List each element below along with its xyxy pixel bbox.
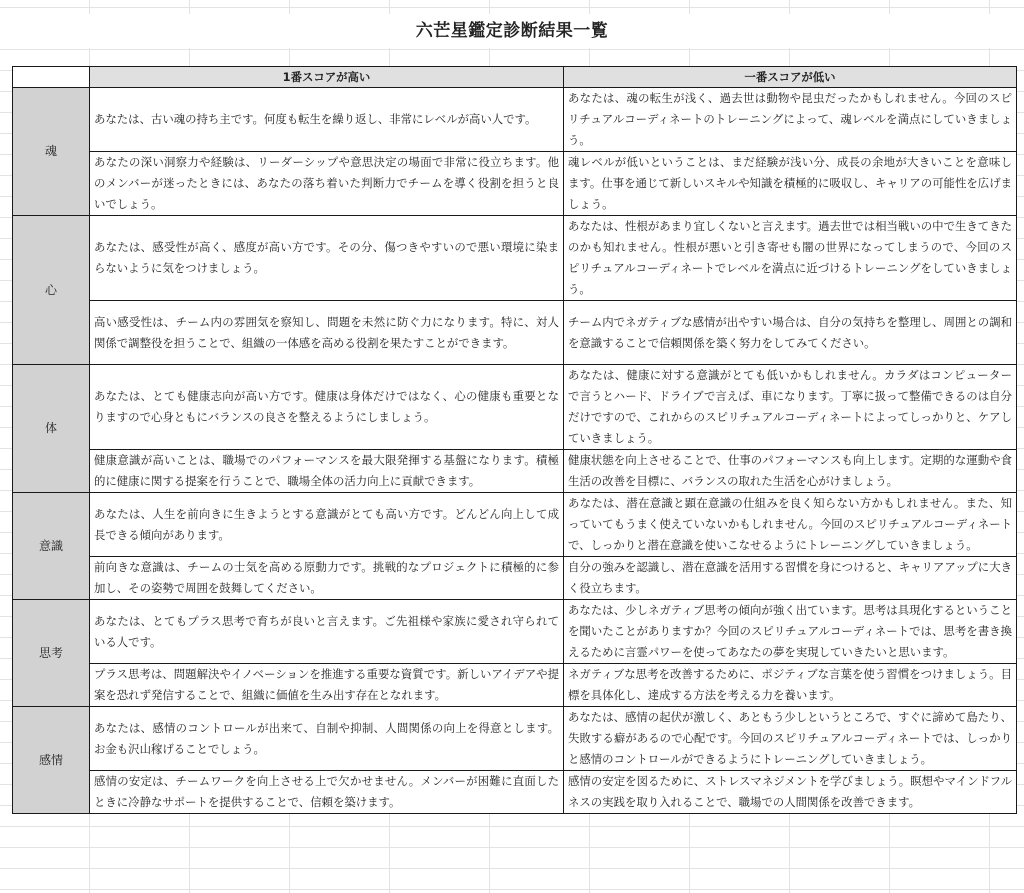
diagnosis-high-cell[interactable]: あなたは、人生を前向きに生きようとする意識がとても高い方です。どんどん向上して成長できる傾向があります。 bbox=[90, 493, 564, 557]
results-table bbox=[12, 66, 1017, 814]
header-high-score[interactable]: 1番スコアが高い bbox=[90, 67, 564, 88]
advice-high-cell[interactable]: 高い感受性は、チーム内の雰囲気を察知し、問題を未然に防ぐ力になります。特に、対人関係で調整役を担うことで、組織の一体感を高める役割を果たすことができます。 bbox=[90, 301, 564, 365]
table-row bbox=[13, 365, 1017, 450]
advice-low-cell[interactable]: ネガティブな思考を改善するために、ポジティブな言葉を使う習慣をつけましょう。目標を具体化し、達成する方法を考える力を養います。 bbox=[564, 664, 1017, 707]
advice-low-cell[interactable]: 健康状態を向上させることで、仕事のパフォーマンスも向上します。定期的な運動や食生活の改善を目標に、バランスの取れた生活を心がけましょう。 bbox=[564, 450, 1017, 493]
table-row bbox=[13, 493, 1017, 557]
diagnosis-low-cell[interactable]: あなたは、少しネガティブ思考の傾向が強く出ています。思考は具現化するということを聞いたことがありますか？今回のスピリチュアルコーディネートでは、思考を書き換えるために言霊パワーを使ってあなたの夢を実現していきたいと思います。 bbox=[564, 600, 1017, 664]
advice-low-cell[interactable]: 自分の強みを認識し、潜在意識を活用する習慣を身につけると、キャリアアップに大きく役立ちます。 bbox=[564, 557, 1017, 600]
diagnosis-low-cell[interactable]: あなたは、健康に対する意識がとても低いかもしれません。カラダはコンピューターで言うとハード、ドライブで言えば、車になります。丁寧に扱って整備できるのは自分だけですので、これからのスピリチュアルコーディネートによってしっかりと、ケアしていきましょう。 bbox=[564, 365, 1017, 450]
category-cell[interactable]: 意識 bbox=[13, 493, 90, 600]
category-cell[interactable]: 感情 bbox=[13, 707, 90, 814]
advice-low-cell[interactable]: 魂レベルが低いということは、まだ経験が浅い分、成長の余地が大きいことを意味します。仕事を通じて新しいスキルや知識を積極的に吸収し、キャリアの可能性を広げましょう。 bbox=[564, 152, 1017, 216]
advice-low-cell[interactable]: チーム内でネガティブな感情が出やすい場合は、自分の気持ちを整理し、周囲との調和を意識することで信頼関係を築く努力をしてみてください。 bbox=[564, 301, 1017, 365]
category-cell[interactable]: 思考 bbox=[13, 600, 90, 707]
page-title: 六芒星鑑定診断結果一覧 bbox=[0, 14, 1024, 48]
advice-low-cell[interactable]: 感情の安定を図るために、ストレスマネジメントを学びましょう。瞑想やマインドフルネスの実践を取り入れることで、職場での人間関係を改善できます。 bbox=[564, 771, 1017, 814]
diagnosis-high-cell[interactable]: あなたは、古い魂の持ち主です。何度も転生を繰り返し、非常にレベルが高い人です。 bbox=[90, 88, 564, 152]
category-cell[interactable]: 心 bbox=[13, 216, 90, 365]
diagnosis-high-cell[interactable]: あなたは、感情のコントロールが出来て、自制や抑制、人間関係の向上を得意とします。お金も沢山稼げることでしょう。 bbox=[90, 707, 564, 771]
table-row bbox=[13, 216, 1017, 301]
category-cell[interactable]: 体 bbox=[13, 365, 90, 493]
table-row bbox=[13, 301, 1017, 365]
table-row bbox=[13, 450, 1017, 493]
diagnosis-high-cell[interactable]: あなたは、とてもプラス思考で育ちが良いと言えます。ご先祖様や家族に愛され守られている人です。 bbox=[90, 600, 564, 664]
diagnosis-low-cell[interactable]: あなたは、潜在意識と顕在意識の仕組みを良く知らない方かもしれません。また、知っていてもうまく使えていないかもしれません。今回のスピリチュアルコーディネートで、しっかりと潜在意識を使いこなせるようにトレーニングしていきましょう。 bbox=[564, 493, 1017, 557]
table-row bbox=[13, 600, 1017, 664]
advice-high-cell[interactable]: プラス思考は、問題解決やイノベーションを推進する重要な資質です。新しいアイデアや提案を恐れず発信することで、組織に価値を生み出す存在となれます。 bbox=[90, 664, 564, 707]
table-row bbox=[13, 557, 1017, 600]
diagnosis-high-cell[interactable]: あなたは、感受性が高く、感度が高い方です。その分、傷つきやすいので悪い環境に染まらないように気をつけましょう。 bbox=[90, 216, 564, 301]
header-low-score[interactable]: 一番スコアが低い bbox=[564, 67, 1017, 88]
table-row bbox=[13, 771, 1017, 814]
advice-high-cell[interactable]: あなたの深い洞察力や経験は、リーダーシップや意思決定の場面で非常に役立ちます。他のメンバーが迷ったときには、あなたの落ち着いた判断力でチームを導く役割を担うと良いでしょう。 bbox=[90, 152, 564, 216]
advice-high-cell[interactable]: 前向きな意識は、チームの士気を高める原動力です。挑戦的なプロジェクトに積極的に参加し、その姿勢で周囲を鼓舞してください。 bbox=[90, 557, 564, 600]
diagnosis-high-cell[interactable]: あなたは、とても健康志向が高い方です。健康は身体だけではなく、心の健康も重要となりますので心身ともにバランスの良さを整えるようにしましょう。 bbox=[90, 365, 564, 450]
header-row bbox=[13, 67, 1017, 88]
header-corner-cell[interactable] bbox=[13, 67, 90, 88]
table-row bbox=[13, 707, 1017, 771]
category-cell[interactable]: 魂 bbox=[13, 88, 90, 216]
diagnosis-low-cell[interactable]: あなたは、性根があまり宜しくないと言えます。過去世では相当戦いの中で生きてきたのかも知れません。性根が悪いと引き寄せも闇の世界になってしまうので、今回のスピリチュアルコーディネートでレベルを満点に近づけるトレーニングをしていきましょう。 bbox=[564, 216, 1017, 301]
table-row bbox=[13, 664, 1017, 707]
advice-high-cell[interactable]: 健康意識が高いことは、職場でのパフォーマンスを最大限発揮する基盤になります。積極的に健康に関する提案を行うことで、職場全体の活力向上に貢献できます。 bbox=[90, 450, 564, 493]
table-row bbox=[13, 152, 1017, 216]
table-row bbox=[13, 88, 1017, 152]
advice-high-cell[interactable]: 感情の安定は、チームワークを向上させる上で欠かせません。メンバーが困難に直面したときに冷静なサポートを提供することで、信頼を築けます。 bbox=[90, 771, 564, 814]
diagnosis-low-cell[interactable]: あなたは、魂の転生が浅く、過去世は動物や昆虫だったかもしれません。今回のスピリチュアルコーディネートのトレーニングによって、魂レベルを満点にしていきましょう。 bbox=[564, 88, 1017, 152]
diagnosis-low-cell[interactable]: あなたは、感情の起伏が激しく、あともう少しというところで、すぐに諦めて島たり、失敗する癖があるので心配です。今回のスピリチュアルコーディネートでは、しっかりと感情のコントロールができるようにトレーニングしていきましょう。 bbox=[564, 707, 1017, 771]
